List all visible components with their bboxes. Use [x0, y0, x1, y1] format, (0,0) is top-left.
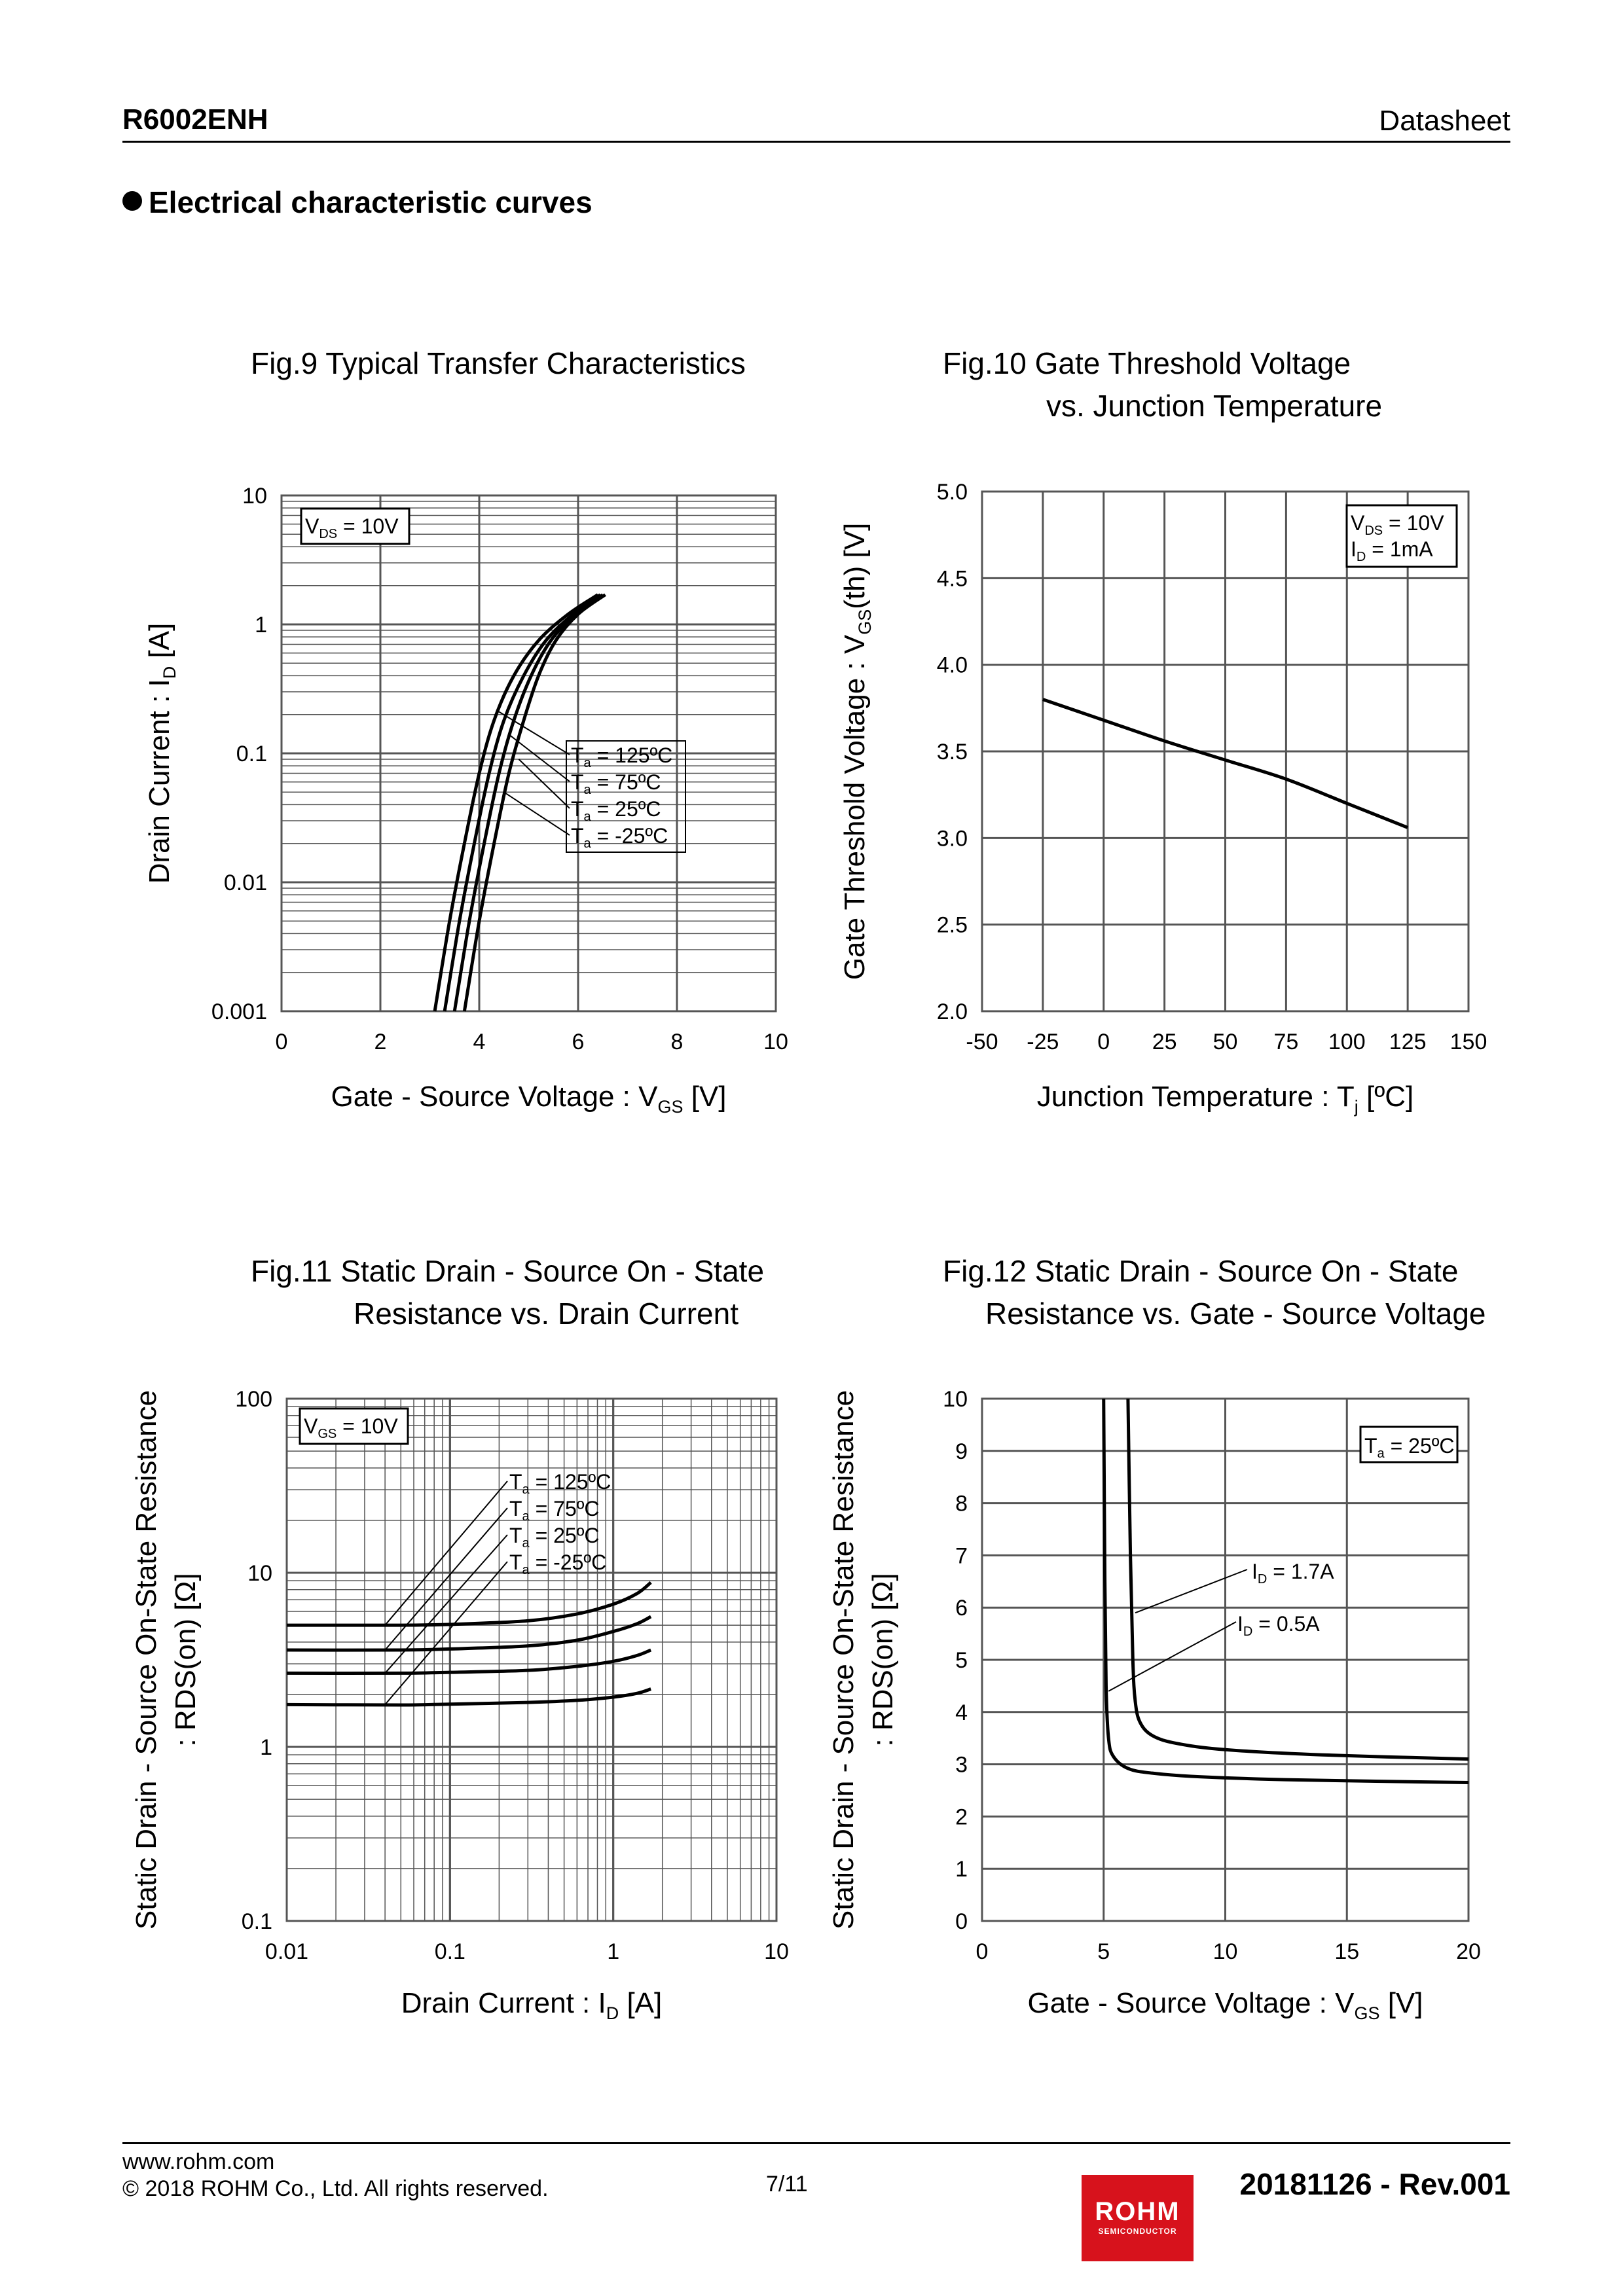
fig10-ytick-label: 5.0 — [936, 480, 968, 505]
fig9-xtick-label: 0 — [275, 1030, 288, 1054]
footer-revision: 20181126 - Rev.001 — [1239, 2167, 1510, 2201]
section-title-text: Electrical characteristic curves — [149, 185, 593, 219]
fig12-ytick-label: 7 — [955, 1543, 968, 1569]
fig11-series-label: $T_a$ = -25ºC — [509, 1551, 607, 1577]
fig11-series-label: $T_a$ = 75ºC — [509, 1497, 600, 1524]
fig10-xtick-label: -50 — [966, 1030, 998, 1054]
rohm-logo — [1082, 2175, 1194, 2261]
fig9-ytick-label: 0.01 — [223, 870, 267, 895]
fig9-ytick-label: 0.001 — [211, 999, 267, 1024]
fig12-grid — [982, 1399, 1468, 1921]
fig9-series-label: $T_a$ = 25ºC — [571, 797, 661, 824]
fig12-title-line2: Resistance vs. Gate - Source Voltage — [985, 1297, 1486, 1331]
fig10-ytick-label: 2.5 — [936, 912, 968, 938]
fig12-xlabel: Gate - Source Voltage : $V_{GS}$ [V] — [1027, 1987, 1423, 2023]
fig12-ytick-label: 1 — [955, 1857, 968, 1882]
fig9-leader-line — [519, 759, 570, 808]
fig10-grid — [982, 492, 1468, 1011]
fig12-xtick-label: 0 — [976, 1939, 989, 1964]
fig11-xlabel: Drain Current : $I_D$ [A] — [401, 1987, 663, 2023]
fig11-ytick-label: 10 — [247, 1561, 272, 1586]
fig10-xtick-label: 50 — [1213, 1030, 1238, 1054]
fig11-ylabel-line1: Static Drain - Source On-State Resistance — [130, 1390, 162, 1930]
fig11-series-0 — [287, 1583, 651, 1625]
fig12-ytick-label: 3 — [955, 1752, 968, 1778]
fig9-series-label: $T_a$ = -25ºC — [571, 824, 668, 851]
fig11-condition-text: $V_{GS} = 10V$ — [304, 1414, 398, 1441]
fig9-xtick-label: 4 — [473, 1030, 486, 1054]
fig10-ytick-label: 4.0 — [936, 653, 968, 678]
fig11-title-line1: Fig.11 Static Drain - Source On - State — [251, 1254, 765, 1288]
fig11-series-2 — [287, 1650, 651, 1673]
fig10-condition-text: $I_D = 1mA$ — [1351, 537, 1433, 564]
fig11-ytick-label: 1 — [260, 1735, 272, 1760]
fig9-xtick-label: 8 — [670, 1030, 684, 1054]
fig9-grid — [282, 495, 776, 1011]
logo-subtext: SEMICONDUCTOR — [1098, 2227, 1177, 2236]
footer-url[interactable]: www.rohm.com — [122, 2149, 275, 2174]
fig9-ytick-label: 1 — [255, 613, 267, 637]
header-doc-type: Datasheet — [1379, 105, 1510, 137]
header-part-number: R6002ENH — [122, 103, 268, 135]
footer-copyright: © 2018 ROHM Co., Ltd. All rights reserved. — [122, 2176, 549, 2201]
fig10-ylabel: Gate Threshold Voltage : $V_{GS}(th)$ [V] — [839, 522, 875, 980]
fig12-xtick-label: 10 — [1213, 1939, 1238, 1964]
fig11-series-3 — [287, 1689, 651, 1705]
fig12-xtick-label: 15 — [1334, 1939, 1360, 1964]
fig10-xtick-label: 100 — [1328, 1030, 1366, 1054]
fig11-xtick-label: 1 — [607, 1939, 620, 1964]
fig9-series-label: $T_a$ = 75ºC — [571, 770, 661, 797]
fig10-xtick-label: 75 — [1273, 1030, 1299, 1054]
fig10-xtick-label: -25 — [1027, 1030, 1059, 1054]
fig9-ytick-label: 0.1 — [236, 742, 267, 766]
fig11-ylabel-line2: : RDS(on) [Ω] — [170, 1573, 202, 1747]
logo-text: ROHM — [1095, 2197, 1180, 2226]
fig12-ytick-label: 0 — [955, 1909, 968, 1934]
fig11-series-1 — [287, 1617, 651, 1650]
fig12-leader-line — [1135, 1570, 1247, 1613]
fig11-leader-line — [385, 1508, 507, 1650]
fig12-ytick-label: 4 — [955, 1700, 968, 1725]
fig9-leader-line — [509, 734, 570, 781]
fig10-title-line2: vs. Junction Temperature — [1046, 389, 1383, 423]
fig11-leader-line — [385, 1562, 507, 1704]
fig9-ylabel: Drain Current : $I_D$ [A] — [143, 622, 179, 884]
fig11-ytick-label: 0.1 — [241, 1909, 272, 1934]
fig10-ytick-label: 2.0 — [936, 999, 968, 1024]
fig12-leader-line — [1108, 1622, 1236, 1691]
fig11-series-label: $T_a$ = 125ºC — [509, 1470, 611, 1497]
fig12-ytick-label: 9 — [955, 1439, 968, 1464]
fig12-condition-text: $T_a$ = 25ºC — [1364, 1434, 1455, 1461]
fig12-ylabel-line2: : RDS(on) [Ω] — [867, 1573, 899, 1747]
fig12-series-label: $I_D = 0.5A$ — [1237, 1612, 1320, 1639]
fig9-xtick-label: 6 — [572, 1030, 585, 1054]
fig9-ytick-label: 10 — [242, 484, 267, 509]
fig12-ytick-label: 2 — [955, 1804, 968, 1830]
fig12-title-line1: Fig.12 Static Drain - Source On - State — [943, 1254, 1459, 1288]
fig11-xtick-label: 10 — [764, 1939, 789, 1964]
fig10-ytick-label: 3.5 — [936, 740, 968, 764]
fig10-title-line1: Fig.10 Gate Threshold Voltage — [943, 346, 1351, 380]
fig12-ytick-label: 8 — [955, 1491, 968, 1516]
fig12-ytick-label: 10 — [943, 1387, 968, 1412]
footer-page-number: 7/11 — [766, 2172, 808, 2197]
fig12-ytick-label: 6 — [955, 1596, 968, 1621]
fig10-xtick-label: 125 — [1389, 1030, 1427, 1054]
fig12-ytick-label: 5 — [955, 1648, 968, 1673]
fig9-series-label: $T_a$ = 125ºC — [571, 744, 673, 770]
fig10-condition-text: $V_{DS} = 10V$ — [1351, 511, 1444, 538]
fig10-ytick-label: 4.5 — [936, 566, 968, 592]
fig10-xtick-label: 25 — [1152, 1030, 1177, 1054]
fig10-xtick-label: 150 — [1450, 1030, 1487, 1054]
fig11-ytick-label: 100 — [235, 1387, 272, 1412]
fig12-ylabel-line1: Static Drain - Source On-State Resistance — [828, 1390, 860, 1930]
fig12-xtick-label: 5 — [1097, 1939, 1110, 1964]
fig10-xtick-label: 0 — [1097, 1030, 1110, 1054]
fig9-xtick-label: 2 — [374, 1030, 387, 1054]
fig9-xtick-label: 10 — [763, 1030, 788, 1054]
fig11-title-line2: Resistance vs. Drain Current — [354, 1297, 739, 1331]
fig12-xtick-label: 20 — [1456, 1939, 1481, 1964]
fig11-xtick-label: 0.1 — [434, 1939, 465, 1964]
fig10-ytick-label: 3.0 — [936, 826, 968, 852]
fig9-xlabel: Gate - Source Voltage : $V_{GS}$ [V] — [331, 1081, 727, 1117]
fig10-xlabel: Junction Temperature : $T_j$ [ºC] — [1036, 1081, 1414, 1117]
fig9-title: Fig.9 Typical Transfer Characteristics — [251, 346, 746, 380]
fig11-series-label: $T_a$ = 25ºC — [509, 1524, 600, 1551]
fig11-xtick-label: 0.01 — [264, 1939, 309, 1964]
footer-rule — [122, 2142, 1510, 2144]
fig12-series-label: $I_D = 1.7A$ — [1252, 1560, 1334, 1587]
fig9-condition-text: $V_{DS} = 10V$ — [305, 514, 399, 541]
